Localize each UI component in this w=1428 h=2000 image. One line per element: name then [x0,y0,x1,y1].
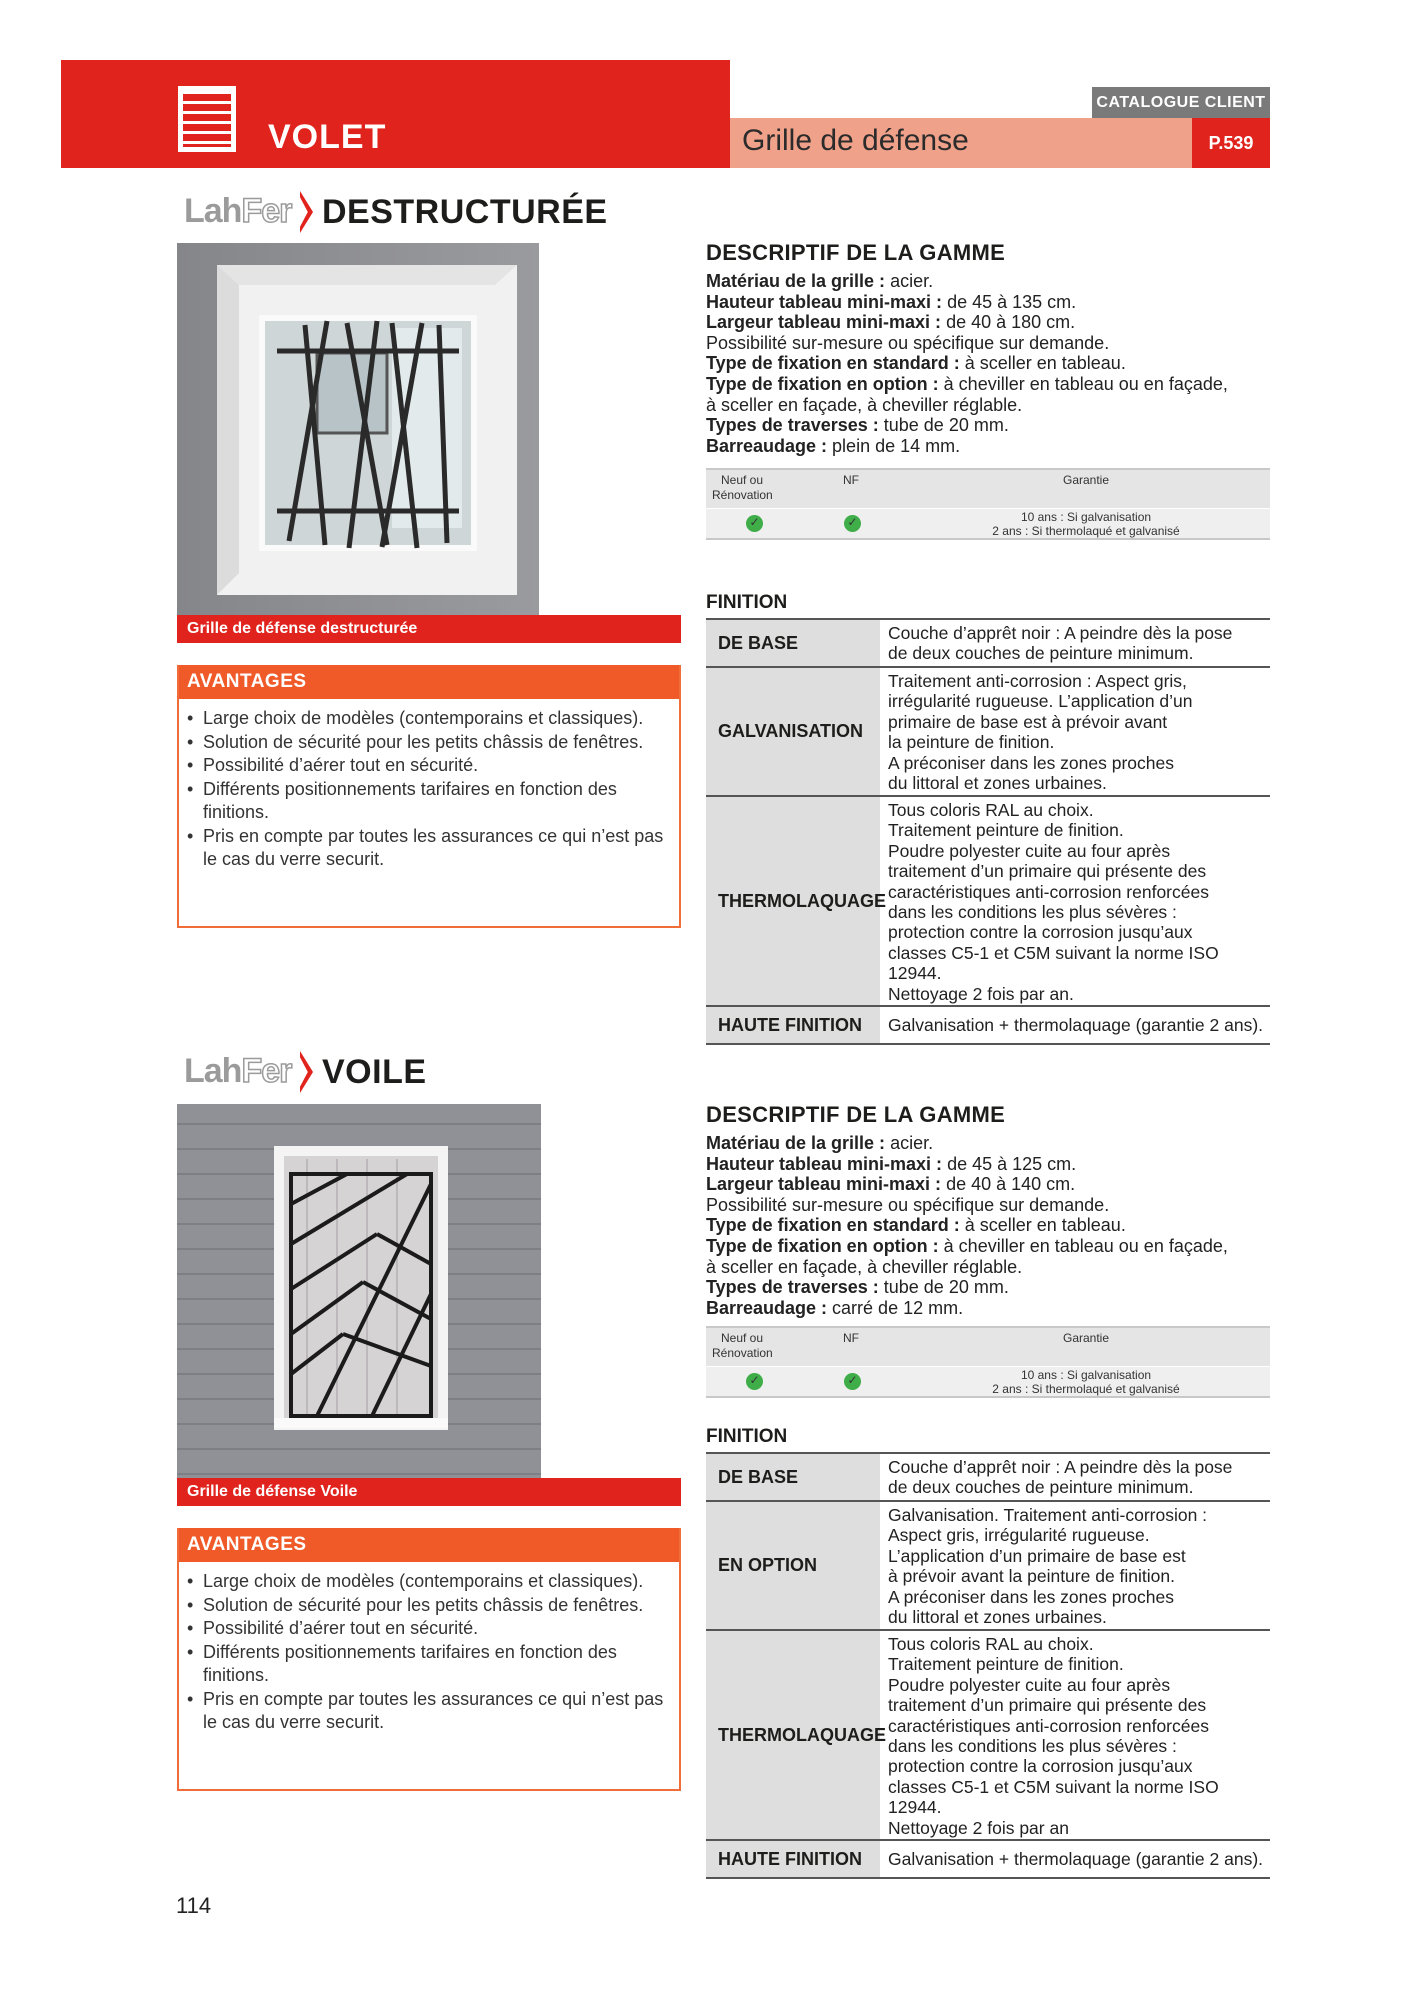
avantages-box [177,665,681,928]
chevron-icon [300,1051,313,1093]
finition-text: Galvanisation + thermolaquage (garantie 2 ans). [888,1014,1264,1035]
list-item: • Large choix de modèles (contemporains et classiques). [185,707,673,731]
list-item: • Possibilité d’aérer tout en sécurité. [185,754,673,778]
descriptif-line: Hauteur tableau mini-maxi : de 45 à 125 cm. [706,1153,1077,1174]
guarantee-table [706,468,1270,540]
table-row [706,620,1270,668]
avantages-title: AVANTAGES [179,665,679,699]
table-header: NF [843,1331,859,1345]
page-reference: P.539 [1192,118,1270,168]
finition-title: FINITION [706,592,788,613]
descriptif-line: Largeur tableau mini-maxi : de 40 à 140 cm. [706,1174,1076,1195]
finition-text: Traitement anti-corrosion : Aspect gris, irrégularité rugueuse. L’application d’un primaire de base est à prévoir avant la peinture de finition. A préconiser dans les zones proches du littoral et zones urbaines. [888,671,1193,794]
finition-text: Tous coloris RAL au choix. Traitement peinture de finition. Poudre polyester cuite au four après traitement d’un primaire qui présente des caractéristiques anti-corrosion renforcées dans les conditions les plus sévères : protection contre la corrosion jusqu’aux classes C5-1 et C5M suivant la norme ISO 12944. Nettoyage 2 fois par an. [888,800,1219,1004]
descriptif-line: Type de fixation en option : à cheviller en tableau ou en façade, [706,1235,1228,1256]
list-item: • Pris en compte par toutes les assurances ce qui n’est pas le cas du verre securit. [185,825,673,872]
descriptif-line: Barreaudage : carré de 12 mm. [706,1297,964,1318]
finition-label: GALVANISATION [706,668,880,795]
table-header: NF [843,473,859,487]
photo-caption: Grille de défense destructurée [177,615,681,643]
descriptif-line: Largeur tableau mini-maxi : de 40 à 180 cm. [706,312,1076,333]
descriptif-line: Types de traverses : tube de 20 mm. [706,415,1009,436]
descriptif-line: Possibilité sur-mesure ou spécifique sur demande. [706,332,1110,353]
section-title: VOLET [268,118,387,156]
finition-text: Couche d’apprêt noir : A peindre dès la pose de deux couches de peinture minimum. [888,623,1233,664]
finition-text: Tous coloris RAL au choix. Traitement peinture de finition. Poudre polyester cuite au four après traitement d’un primaire qui présente des caractéristiques anti-corrosion renforcées dans les conditions les plus sévères : protection contre la corrosion jusqu’aux classes C5-1 et C5M suivant la norme ISO 12944. Nettoyage 2 fois par an [888,1634,1219,1838]
table-cell: 10 ans : Si galvanisation 2 ans : Si thermolaqué et galvanisé [992,1368,1180,1396]
descriptif-line: à sceller en façade, à cheviller réglable. [706,394,1023,415]
descriptif-title: DESCRIPTIF DE LA GAMME [706,240,1006,265]
product-photo-voile [177,1104,541,1478]
table-row [706,1841,1270,1879]
table-row [706,1631,1270,1841]
list-item: • Pris en compte par toutes les assurances ce qui n’est pas le cas du verre securit. [185,1688,673,1735]
table-header-row [706,1328,1270,1366]
descriptif-line: Hauteur tableau mini-maxi : de 45 à 135 cm. [706,291,1077,312]
grille-voile-illustration [177,1104,541,1478]
table-header: Neuf ou Rénovation [712,1331,773,1360]
table-row [706,1502,1270,1631]
table-header: Neuf ou Rénovation [712,473,773,502]
descriptif-block [706,271,1276,456]
table-header: Garantie [1062,473,1110,487]
finition-text: Galvanisation. Traitement anti-corrosion : Aspect gris, irrégularité rugueuse. L’application d’un primaire de base est à prévoir avant la peinture de finition. A préconiser dans les zones proches du littoral et zones urbaines. [888,1505,1208,1628]
finition-text: Galvanisation + thermolaquage (garantie 2 ans). [888,1848,1264,1869]
finition-label: DE BASE [706,620,880,666]
descriptif-line: Type de fixation en standard : à sceller en tableau. [706,353,1126,374]
finition-table [706,618,1270,1045]
finition-label: EN OPTION [706,1502,880,1629]
page-number: 114 [176,1893,212,1918]
list-item: • Solution de sécurité pour les petits châssis de fenêtres. [185,1594,673,1618]
guarantee-table [706,1326,1270,1398]
list-item: • Large choix de modèles (contemporains et classiques). [185,1570,673,1594]
avantages-title: AVANTAGES [179,1528,679,1562]
descriptif-line: Matériau de la grille : acier. [706,271,934,291]
list-item: • Possibilité d’aérer tout en sécurité. [185,1617,673,1641]
finition-label: THERMOLAQUAGE [706,797,880,1005]
check-icon: ✓ [746,515,763,532]
table-row [706,797,1270,1007]
list-item: • Solution de sécurité pour les petits châssis de fenêtres. [185,731,673,755]
avantages-box [177,1528,681,1791]
chevron-icon [300,191,313,233]
descriptif-line: Types de traverses : tube de 20 mm. [706,1277,1009,1298]
avantages-list [179,1562,679,1743]
photo-caption: Grille de défense Voile [177,1478,681,1506]
descriptif-title: DESCRIPTIF DE LA GAMME [706,1102,1006,1127]
product-photo-destructuree [177,243,539,615]
check-icon: ✓ [746,1373,763,1390]
table-row [706,1007,1270,1045]
finition-text: Couche d’apprêt noir : A peindre dès la pose de deux couches de peinture minimum. [888,1457,1233,1498]
finition-title: FINITION [706,1426,788,1447]
header-banner [61,60,730,168]
descriptif-line: Type de fixation en standard : à sceller en tableau. [706,1215,1126,1236]
list-item: • Différents positionnements tarifaires en fonction des finitions. [185,1641,673,1688]
descriptif-line: Possibilité sur-mesure ou spécifique sur demande. [706,1194,1110,1215]
brand-logo: LahFer [184,192,292,230]
descriptif-block [706,1133,1276,1318]
check-icon: ✓ [844,515,861,532]
brand-logo: LahFer [184,1052,292,1090]
descriptif-line: Type de fixation en option : à cheviller en tableau ou en façade, [706,373,1228,394]
product-title: DESTRUCTURÉE [322,193,608,231]
table-header: Garantie [1062,1331,1110,1345]
product-title: VOILE [322,1053,427,1091]
finition-label: HAUTE FINITION [706,1007,880,1043]
finition-label: DE BASE [706,1454,880,1500]
table-row [706,668,1270,797]
finition-table [706,1452,1270,1879]
table-row [706,508,1270,538]
descriptif-line: Matériau de la grille : acier. [706,1133,934,1153]
catalogue-tag: CATALOGUE CLIENT [1092,87,1270,118]
list-item: • Différents positionnements tarifaires en fonction des finitions. [185,778,673,825]
shutter-icon [178,86,236,152]
table-row [706,1366,1270,1396]
table-cell: 10 ans : Si galvanisation 2 ans : Si thermolaqué et galvanisé [992,510,1180,538]
descriptif-line: à sceller en façade, à cheviller réglable. [706,1256,1023,1277]
check-icon: ✓ [844,1373,861,1390]
section-subtitle: Grille de défense [742,124,969,157]
table-row [706,1454,1270,1502]
avantages-list [179,699,679,880]
table-header-row [706,470,1270,508]
finition-label: HAUTE FINITION [706,1841,880,1877]
descriptif-line: Barreaudage : plein de 14 mm. [706,435,961,456]
finition-label: THERMOLAQUAGE [706,1631,880,1839]
grille-destructuree-illustration [177,243,539,615]
